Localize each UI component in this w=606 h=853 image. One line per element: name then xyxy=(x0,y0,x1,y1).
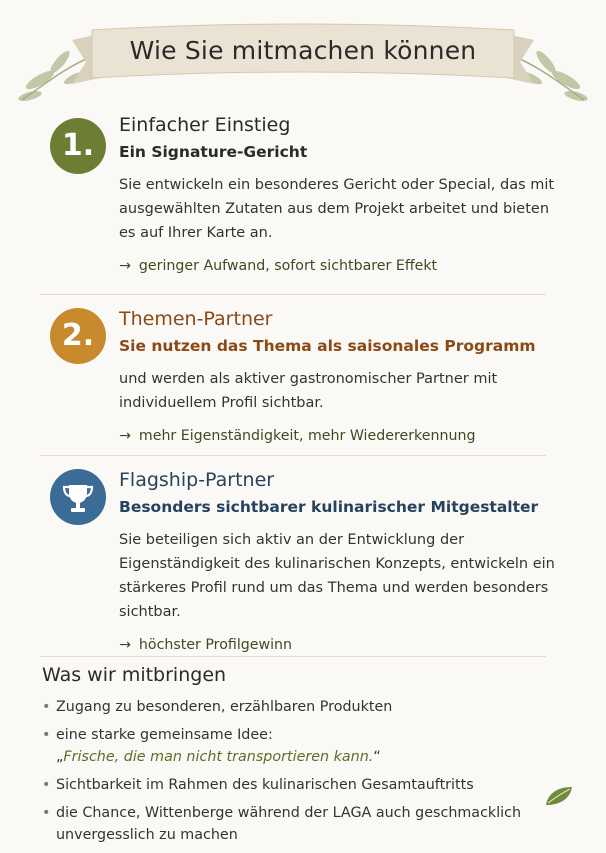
arrow-right-icon: → xyxy=(119,258,131,274)
option-subtitle: Ein Signature-Gericht xyxy=(119,143,308,161)
number-badge-2: 2. xyxy=(50,308,106,364)
bullet: • xyxy=(42,699,51,715)
list-item: • Sichtbarkeit im Rahmen des kulinarischen Gesamtauftritts xyxy=(42,774,562,796)
option-title: Einfacher Einstieg xyxy=(119,114,291,136)
what-we-bring-section xyxy=(42,664,562,852)
option-einfacher-einstieg xyxy=(44,112,562,282)
quote-text: Frische, die man nicht transportieren kann. xyxy=(63,749,374,765)
option-description: Sie beteiligen sich aktiv an der Entwicklung der Eigenständigkeit des kulinarischen Konzepts, entwickeln ein stärkeres Profil rund um das Thema und werden besonders sichtbar. xyxy=(119,532,555,620)
list-item: • Zugang zu besonderen, erzählbaren Produkten xyxy=(42,696,562,718)
divider xyxy=(40,656,546,657)
benefit-text: mehr Eigenständigkeit, mehr Wiedererkennung xyxy=(138,428,476,444)
option-themen-partner xyxy=(44,306,562,446)
arrow-right-icon: → xyxy=(119,428,131,444)
list-item: • die Chance, Wittenberge während der LAGA auch geschmacklich unvergesslich zu machen xyxy=(42,802,562,846)
option-description: Sie entwickeln ein besonderes Gericht oder Special, das mit ausgewählten Zutaten aus dem Projekt arbeitet und bieten es auf Ihrer Karte an. xyxy=(119,177,555,241)
arrow-right-icon: → xyxy=(119,637,131,653)
divider xyxy=(40,294,546,295)
option-description: und werden als aktiver gastronomischer Partner mit individuellem Profil sichtbar. xyxy=(119,371,498,411)
option-subtitle: Besonders sichtbarer kulinarischer Mitgestalter xyxy=(119,498,539,516)
trophy-badge xyxy=(50,469,106,525)
option-benefit xyxy=(119,425,562,447)
trophy-icon xyxy=(50,469,106,525)
section-heading: Was wir mitbringen xyxy=(42,664,227,686)
quote-close: “ xyxy=(373,749,381,765)
quote-open: „ xyxy=(56,749,64,765)
benefit-text: geringer Aufwand, sofort sichtbarer Effekt xyxy=(138,258,438,274)
leaf-icon xyxy=(544,785,574,807)
list-item: • eine starke gemeinsame Idee: „Frische, die man nicht transportieren kann.“ xyxy=(42,724,562,768)
benefit-text: höchster Profilgewinn xyxy=(138,637,293,653)
option-title: Themen-Partner xyxy=(119,308,273,330)
page-title: Wie Sie mitmachen können xyxy=(129,36,477,65)
option-subtitle: Sie nutzen das Thema als saisonales Programm xyxy=(119,337,536,355)
bullet: • xyxy=(42,805,51,821)
option-benefit xyxy=(119,255,562,277)
benefits-list xyxy=(42,696,562,846)
divider xyxy=(40,455,546,456)
option-benefit xyxy=(119,634,562,656)
bullet: • xyxy=(42,777,51,793)
title-banner xyxy=(0,0,606,110)
bullet: • xyxy=(42,727,51,743)
number-badge-1: 1. xyxy=(50,118,106,174)
option-flagship-partner xyxy=(44,467,562,653)
option-title: Flagship-Partner xyxy=(119,469,275,491)
